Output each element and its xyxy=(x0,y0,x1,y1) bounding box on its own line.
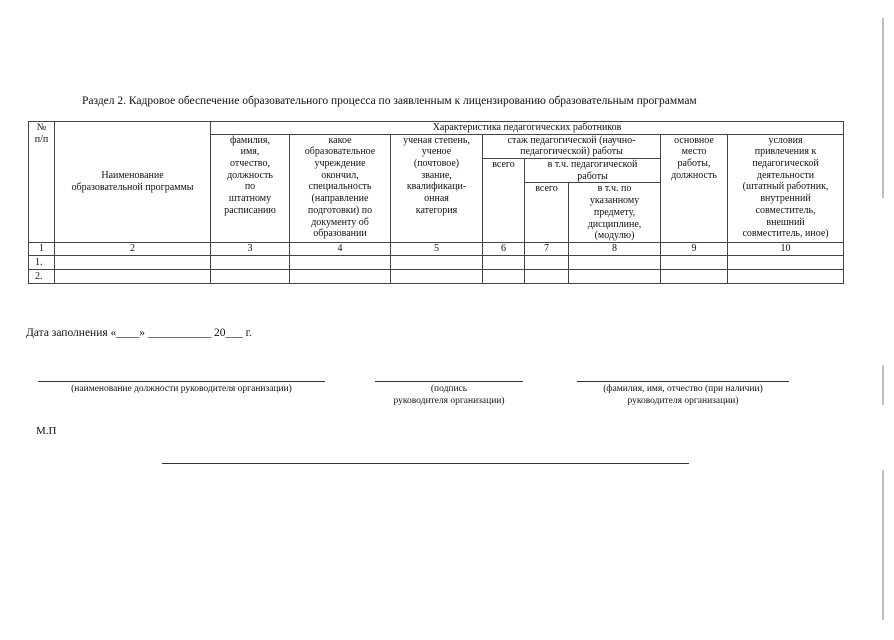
table-cell[interactable] xyxy=(661,269,728,283)
row-number: 2. xyxy=(29,269,55,283)
column-number: 5 xyxy=(391,242,483,255)
column-number: 8 xyxy=(569,242,661,255)
name-caption: (фамилия, имя, отчество (при наличии) руководителя организации) xyxy=(603,384,763,406)
signature-line[interactable] xyxy=(375,381,523,382)
table-cell[interactable] xyxy=(391,269,483,283)
header-degree: ученая степень, ученое (почтовое) звание, квалификаци- онная категория xyxy=(391,134,483,242)
header-row-1 xyxy=(29,122,844,135)
table-cell[interactable] xyxy=(55,255,211,269)
staff-table xyxy=(28,121,844,284)
header-experience-total: всего xyxy=(483,159,525,243)
table-cell[interactable] xyxy=(391,255,483,269)
column-number: 2 xyxy=(55,242,211,255)
header-incl-pedagogical: в т.ч. педагогической работы xyxy=(525,159,661,183)
table-cell[interactable] xyxy=(483,269,525,283)
position-caption: (наименование должности руководителя организации) xyxy=(71,384,292,394)
table-row xyxy=(29,269,844,283)
header-education: какое образовательное учреждение окончил, специальность (направление подготовки) по документу об образовании xyxy=(290,134,391,242)
table-row xyxy=(29,255,844,269)
scan-edge-mark xyxy=(882,365,884,405)
column-number: 1 xyxy=(29,242,55,255)
header-number: № п/п xyxy=(29,122,55,243)
column-number: 3 xyxy=(211,242,290,255)
table-cell[interactable] xyxy=(728,269,844,283)
seal-label: М.П xyxy=(36,425,57,437)
table-cell[interactable] xyxy=(290,255,391,269)
scan-edge-mark xyxy=(882,18,884,198)
scan-edge-mark xyxy=(882,470,884,620)
column-number: 10 xyxy=(728,242,844,255)
column-number: 6 xyxy=(483,242,525,255)
header-conditions: условия привлечения к педагогической деятельности (штатный работник, внутренний совместитель, внешний совместитель, иное) xyxy=(728,134,844,242)
signature-caption: (подпись руководителя организации) xyxy=(393,384,505,406)
name-signature-line[interactable] xyxy=(577,381,789,382)
table-cell[interactable] xyxy=(728,255,844,269)
fill-date-line[interactable]: Дата заполнения «____» ___________ 20___ г. xyxy=(26,327,252,339)
table-cell[interactable] xyxy=(569,269,661,283)
column-number: 4 xyxy=(290,242,391,255)
row-number: 1. xyxy=(29,255,55,269)
table-cell[interactable] xyxy=(211,255,290,269)
section-title: Раздел 2. Кадровое обеспечение образовательного процесса по заявленным к лицензированию образовательным программам xyxy=(82,95,697,107)
column-number-row xyxy=(29,242,844,255)
table-cell[interactable] xyxy=(525,269,569,283)
table-cell[interactable] xyxy=(290,269,391,283)
table-cell[interactable] xyxy=(525,255,569,269)
header-pedagogical-total: всего xyxy=(525,183,569,242)
table-cell[interactable] xyxy=(55,269,211,283)
column-number: 7 xyxy=(525,242,569,255)
header-experience: стаж педагогической (научно- педагогической) работы xyxy=(483,134,661,158)
header-fio: фамилия, имя, отчество, должность по штатному расписанию xyxy=(211,134,290,242)
header-program: Наименование образовательной программы xyxy=(55,122,211,243)
column-number: 9 xyxy=(661,242,728,255)
header-main-job: основное место работы, должность xyxy=(661,134,728,242)
header-incl-subject: в т.ч. по указанному предмету, дисциплине, (модулю) xyxy=(569,183,661,242)
table-cell[interactable] xyxy=(483,255,525,269)
bottom-rule xyxy=(162,463,689,464)
header-characteristics: Характеристика педагогических работников xyxy=(211,122,844,135)
table-cell[interactable] xyxy=(211,269,290,283)
table-cell[interactable] xyxy=(661,255,728,269)
position-signature-line[interactable] xyxy=(38,381,325,382)
table-cell[interactable] xyxy=(569,255,661,269)
